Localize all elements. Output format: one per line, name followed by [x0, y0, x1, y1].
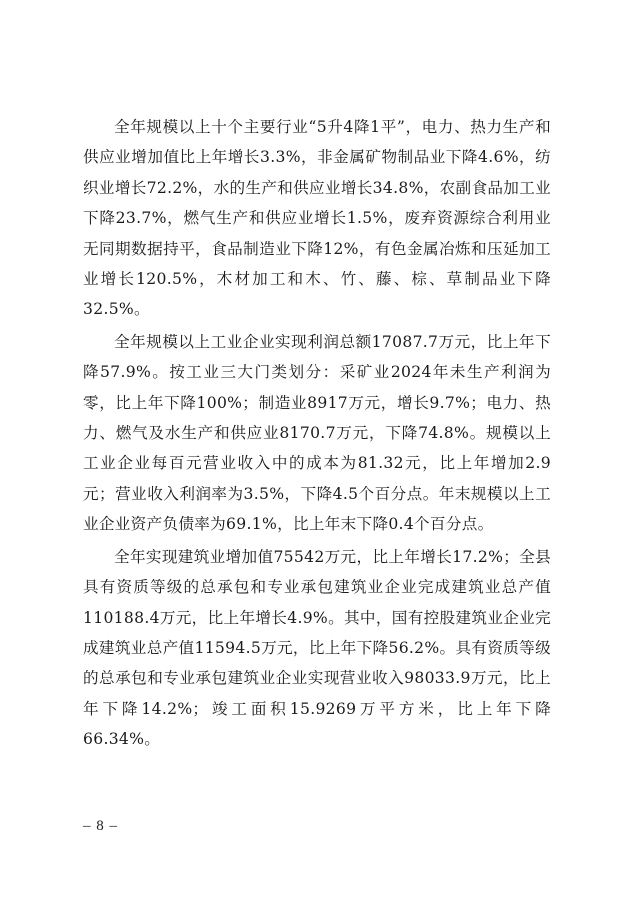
document-body — [83, 112, 551, 757]
page-number: – 8 – — [83, 818, 118, 834]
paragraph-industry-sectors: 全年规模以上十个主要行业“5升4降1平”，电力、热力生产和供应业增加值比上年增长3.3%，非金属矿物制品业下降4.6%，纺织业增长72.2%，水的生产和供应业增长34.8%，农副食品加工业下降23.7%，燃气生产和供应业增长1.5%，废弃资源综合利用业无同期数据持平，食品制造业下降12%，有色金属冶炼和压延加工业增长120.5%，木材加工和木、竹、藤、棕、草制品业下降32.5%。 — [83, 118, 551, 319]
paragraph-industrial-profits: 全年规模以上工业企业实现利润总额17087.7万元，比上年下降57.9%。按工业三大门类划分：采矿业2024年未生产利润为零，比上年下降100%；制造业8917万元，增长9.7%；电力、热力、燃气及水生产和供应业8170.7万元，下降74.8%。规模以上工业企业每百元营业收入中的成本为81.32元，比上年增加2.9元；营业收入利润率为3.5%，下降4.5个百分点。年末规模以上工业企业资产负债率为69.1%，比上年末下降0.4个百分点。 — [83, 332, 551, 534]
paragraph-construction: 全年实现建筑业增加值75542万元，比上年增长17.2%；全县具有资质等级的总承包和专业承包建筑业企业完成建筑业总产值110188.4万元，比上年增长4.9%。其中，国有控股建筑业企业完成建筑业总产值11594.5万元，比上年下降56.2%。具有资质等级的总承包和专业承包建筑业企业实现营业收入98033.9万元，比上年下降14.2%；竣工面积15.9269万平方米，比上年下降66.34%。 — [83, 547, 551, 749]
